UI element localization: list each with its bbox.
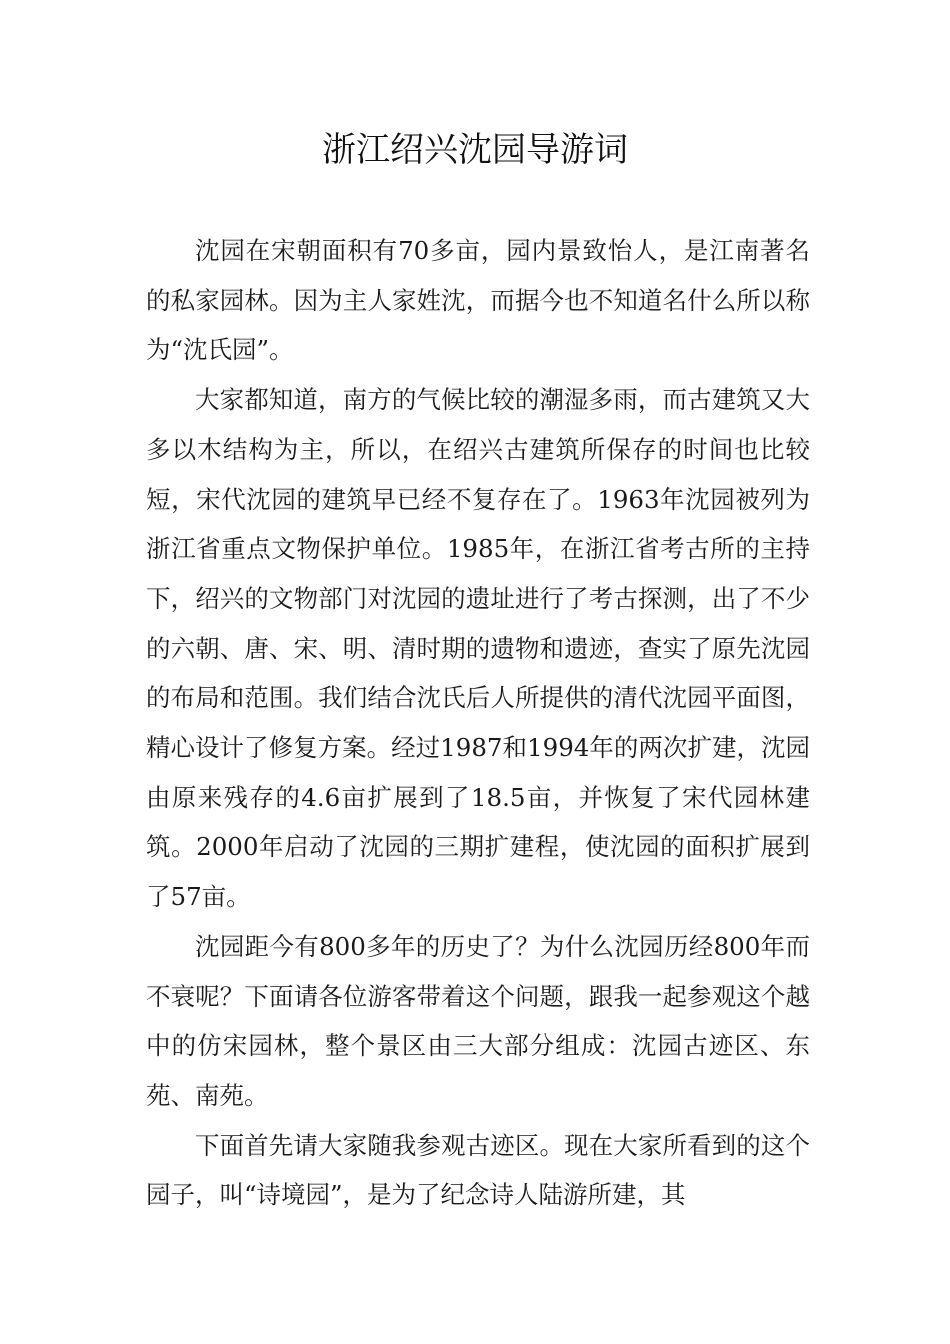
- paragraph-4: 下面首先请大家随我参观古迹区。现在大家所看到的这个园子，叫“诗境园”，是为了纪念诗人陆游所建，其: [146, 1130, 810, 1210]
- document-body: [146, 226, 810, 1220]
- paragraph-1: 沈园在宋朝面积有70多亩，园内景致怡人，是江南著名的私家园林。因为主人家姓沈，而据今也不知道名什么所以称为“沈氏园”。: [146, 236, 810, 365]
- paragraph-3: 沈园距今有800多年的历史了？为什么沈园历经800年而不衰呢？下面请各位游客带着这个问题，跟我一起参观这个越中的仿宋园林，整个景区由三大部分组成：沈园古迹区、东苑、南苑。: [146, 931, 810, 1110]
- document-title: 浙江绍兴沈园导游词: [322, 130, 628, 170]
- paragraph-2: 大家都知道，南方的气候比较的潮湿多雨，而古建筑又大多以木结构为主，所以，在绍兴古建筑所保存的时间也比较短，宋代沈园的建筑早已经不复存在了。1963年沈园被列为浙江省重点文物保护单位。1985年，在浙江省考古所的主持下，绍兴的文物部门对沈园的遗址进行了考古探测，出了不少的六朝、唐、宋、明、清时期的遗物和遗迹，查实了原先沈园的布局和范围。我们结合沈氏后人所提供的清代沈园平面图，精心设计了修复方案。经过1987和1994年的两次扩建，沈园由原来残存的4.6亩扩展到了18.5亩，并恢复了宋代园林建筑。2000年启动了沈园的三期扩建程，使沈园的面积扩展到了57亩。: [146, 385, 810, 912]
